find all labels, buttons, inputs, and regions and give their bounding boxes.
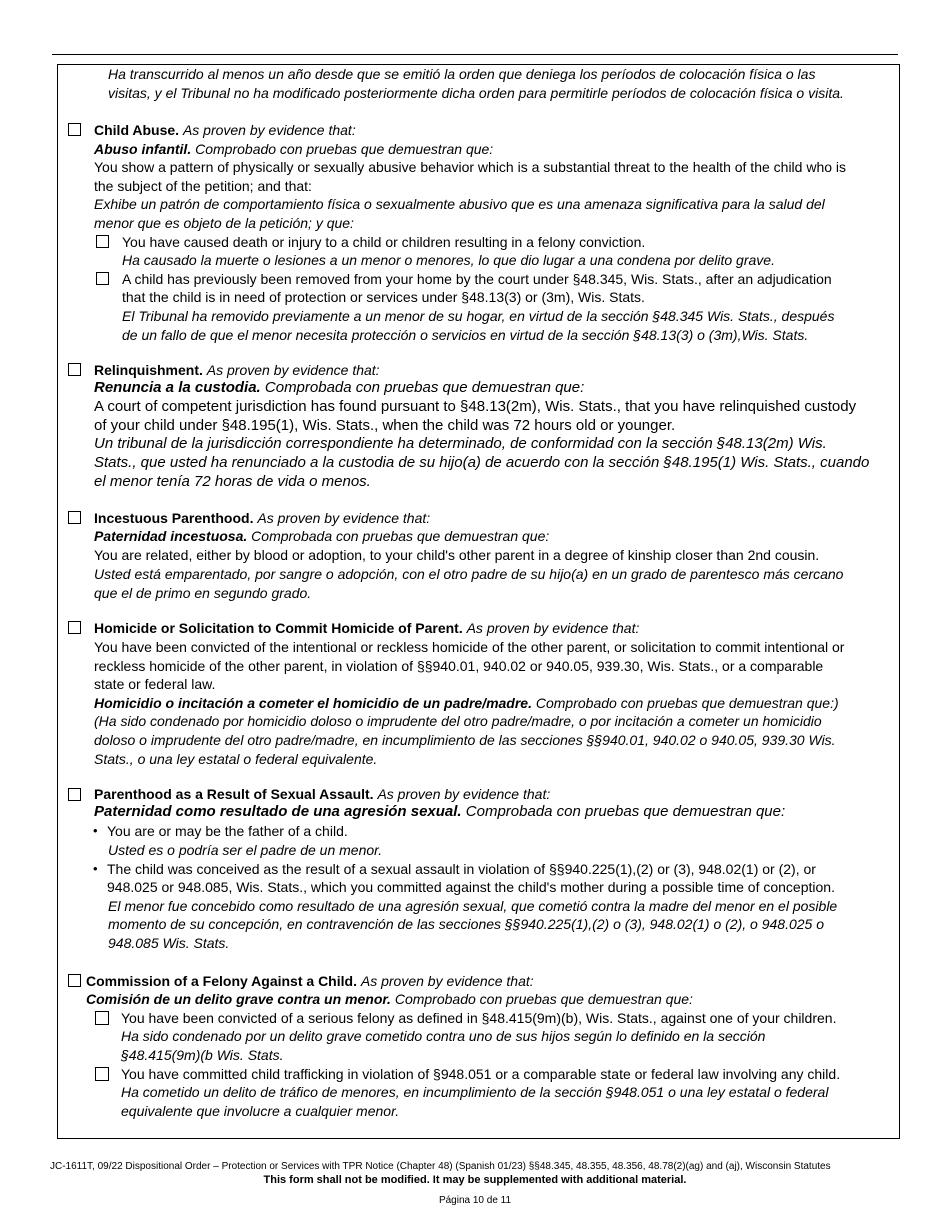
relinquishment-heading: Relinquishment. As proven by evidence that: (94, 362, 380, 378)
child-abuse-sub2: that the child is in need of protection or services under §48.13(3) or (3m), Wis. Stats. (122, 289, 645, 305)
sexual-assault-bullet1: You are or may be the father of a child. (107, 823, 348, 839)
child-abuse-checkbox[interactable] (68, 123, 81, 136)
child-abuse-sub1-checkbox[interactable] (96, 235, 109, 248)
felony-sub1-checkbox[interactable] (95, 1011, 109, 1025)
felony-sub2-es: equivalente que involucre a cualquier menor. (121, 1103, 400, 1119)
sexual-assault-checkbox[interactable] (68, 788, 81, 801)
child-abuse-text: the subject of the petition; and that: (94, 178, 312, 194)
homicide-text: reckless homicide of the other parent, in violation of §§940.01, 940.02 or 940.05, 939.30, Wis. Stats., or a comparable (94, 658, 824, 674)
sexual-assault-bullet1-es: Usted es o podría ser el padre de un menor. (108, 842, 383, 858)
top-rule (52, 54, 898, 55)
felony-sub1-es: Ha sido condenado por un delito grave cometido contra uno de sus hijos según lo definido en la sección (121, 1028, 766, 1044)
felony-heading-es: Comisión de un delito grave contra un menor. Comprobado con pruebas que demuestran que: (86, 991, 693, 1007)
page-number: Página 10 de 11 (438, 1195, 512, 1206)
child-abuse-sub1-es: Ha causado la muerte o lesiones a un menor o menores, lo que dio lugar a una condena por delito grave. (122, 252, 775, 268)
relinquishment-text: of your child under §48.195(1), Wis. Stats., when the child was 72 hours old or younger. (94, 417, 676, 434)
child-abuse-sub2-es: El Tribunal ha removido previamente a un menor de su hogar, en virtud de la sección §48.345 Wis. Stats., después (122, 308, 835, 324)
relinquishment-heading-es: Renuncia a la custodia. Comprobada con pruebas que demuestran que: (94, 379, 585, 396)
intro-line: Ha transcurrido al menos un año desde que se emitió la orden que deniega los períodos de colocación física o las (108, 66, 816, 82)
child-abuse-sub2: A child has previously been removed from your home by the court under §48.345, Wis. Stats., after an adjudication (122, 271, 832, 287)
felony-sub1-es: §48.415(9m)(b Wis. Stats. (121, 1047, 284, 1063)
felony-sub2-es: Ha cometido un delito de tráfico de menores, en incumplimiento de la sección §948.051 o una ley estatal o federal (121, 1084, 829, 1100)
bullet-icon: • (93, 861, 98, 876)
felony-sub2: You have committed child trafficking in violation of §948.051 or a comparable state or federal law involving any child. (121, 1066, 841, 1082)
sexual-assault-bullet2-es: momento de su concepción, en contravención de las secciones §§940.225(1),(2) o (3), 948.02(1) o (2), o 948.025 o (108, 916, 824, 932)
child-abuse-sub2-es: de un fallo de que el menor necesita protección o servicios en virtud de la sección §48.13(3) o (3m),Wis. Stats. (122, 327, 809, 343)
child-abuse-text: You show a pattern of physically or sexually abusive behavior which is a substantial threat to the health of the child who is (94, 159, 847, 175)
felony-sub1: You have been convicted of a serious felony as defined in §48.415(9m)(b), Wis. Stats., against one of your children. (121, 1010, 837, 1026)
incestuous-heading: Incestuous Parenthood. As proven by evidence that: (94, 510, 431, 526)
felony-checkbox[interactable] (68, 974, 81, 987)
child-abuse-text-es: Exhibe un patrón de comportamiento física o sexualmente abusivo que es una amenaza significativa para la salud del (94, 196, 825, 212)
child-abuse-sub2-checkbox[interactable] (96, 272, 109, 285)
homicide-text-es: Stats., o una ley estatal o federal equivalente. (94, 751, 378, 767)
form-notice: This form shall not be modified. It may be supplemented with additional material. (263, 1174, 687, 1186)
child-abuse-text-es: menor que es objeto de la petición; y que: (94, 215, 354, 231)
homicide-text-es: (Ha sido condenado por homicidio doloso o imprudente del otro padre/madre, o por incitación a cometer un homicidio (94, 713, 822, 729)
sexual-assault-heading-es: Paternidad como resultado de una agresión sexual. Comprobada con pruebas que demuestran que: (94, 803, 786, 820)
relinquishment-text-es: Stats., que usted ha renunciado a la custodia de su hijo(a) de acuerdo con la sección §48.195(1) Wis. Stats., cuando (94, 454, 870, 471)
child-abuse-heading-es: Abuso infantil. Comprobado con pruebas que demuestran que: (94, 141, 494, 157)
sexual-assault-heading: Parenthood as a Result of Sexual Assault. As proven by evidence that: (94, 786, 551, 802)
felony-sub2-checkbox[interactable] (95, 1067, 109, 1081)
sexual-assault-bullet2: The child was conceived as the result of a sexual assault in violation of §§940.225(1),(2) or (3), 948.02(1) or (2), or (107, 861, 816, 877)
homicide-checkbox[interactable] (68, 621, 81, 634)
intro-line: visitas, y el Tribunal no ha modificado posteriormente dicha orden para permitirle períodos de colocación física o visita. (108, 85, 844, 101)
incestuous-text-es: que el de primo en segundo grado. (94, 585, 312, 601)
homicide-text-es: doloso o imprudente del otro padre/madre, en incumplimiento de las secciones §§940.01, 940.02 o 940.05, 939.30 Wis. (94, 732, 836, 748)
child-abuse-heading: Child Abuse. As proven by evidence that: (94, 122, 356, 138)
incestuous-heading-es: Paternidad incestuosa. Comprobada con pruebas que demuestran que: (94, 528, 550, 544)
sexual-assault-bullet2: 948.025 or 948.085, Wis. Stats., which you committed against the child's mother during a possible time of conception. (107, 879, 835, 895)
child-abuse-sub1: You have caused death or injury to a child or children resulting in a felony conviction. (122, 234, 646, 250)
relinquishment-checkbox[interactable] (68, 363, 81, 376)
sexual-assault-bullet2-es: El menor fue concebido como resultado de una agresión sexual, que cometió contra la madre del menor en el posible (108, 898, 838, 914)
homicide-text: state or federal law. (94, 676, 216, 692)
incestuous-text: You are related, either by blood or adoption, to your child's other parent in a degree of kinship closer than 2nd cousin. (94, 547, 820, 563)
form-identifier: JC-1611T, 09/22 Dispositional Order – Protection or Services with TPR Notice (Chapter 48) (Spanish 01/23) §§48.345, 48.355, 48.356, 48.78(2)(ag) and (aj), Wisconsin Statutes (50, 1161, 831, 1172)
homicide-text: You have been convicted of the intentional or reckless homicide of the other parent, or solicitation to commit intentional or (94, 639, 845, 655)
incestuous-text-es: Usted está emparentado, por sangre o adopción, con el otro padre de su hijo(a) en un grado de parentesco más cercano (94, 566, 844, 582)
relinquishment-text: A court of competent jurisdiction has found pursuant to §48.13(2m), Wis. Stats., that you have relinquished custody (94, 398, 857, 415)
homicide-heading: Homicide or Solicitation to Commit Homicide of Parent. As proven by evidence that: (94, 620, 640, 636)
sexual-assault-bullet2-es: 948.085 Wis. Stats. (108, 935, 230, 951)
felony-heading: Commission of a Felony Against a Child. As proven by evidence that: (86, 973, 534, 989)
incestuous-checkbox[interactable] (68, 511, 81, 524)
relinquishment-text-es: Un tribunal de la jurisdicción correspondiente ha determinado, de conformidad con la sección §48.13(2m) Wis. (94, 435, 827, 452)
relinquishment-text-es: el menor tenía 72 horas de vida o menos. (94, 473, 371, 490)
homicide-heading-es: Homicidio o incitación a cometer el homicidio de un padre/madre. Comprobado con pruebas que demuestran que:) (94, 695, 839, 711)
bullet-icon: • (93, 823, 98, 838)
